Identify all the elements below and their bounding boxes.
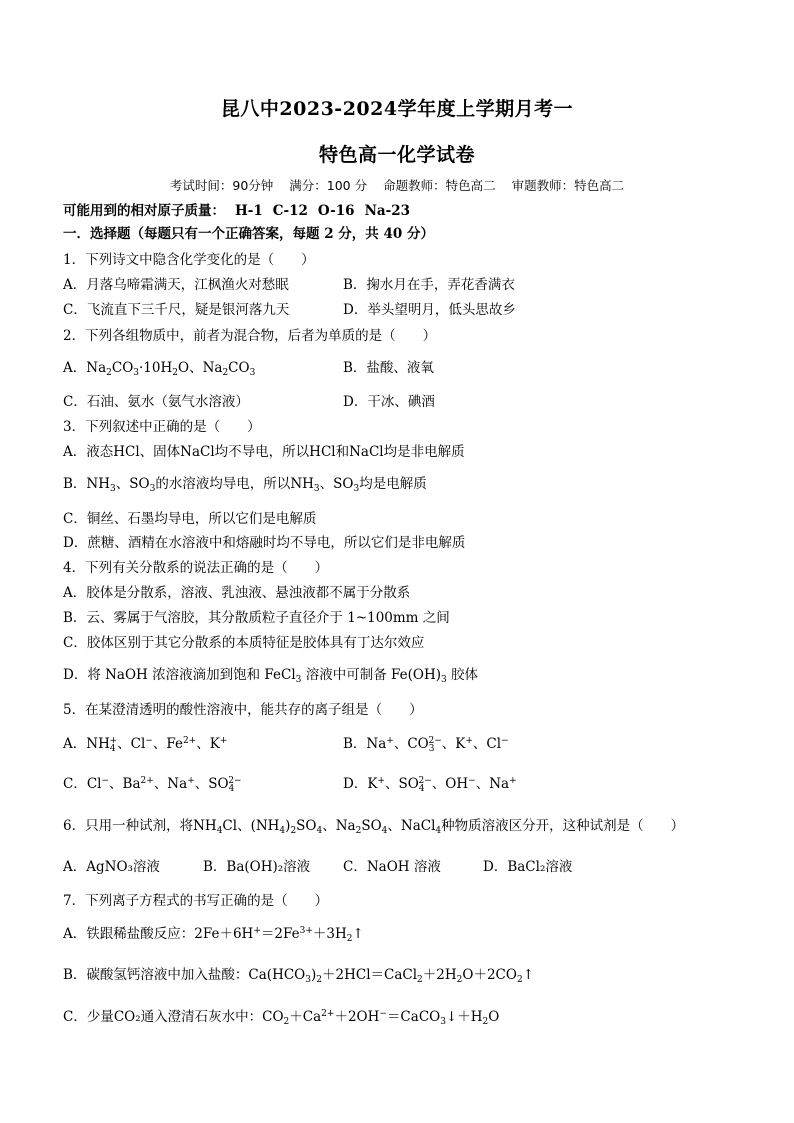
q6-option-c: C．NaOH 溶液 (343, 859, 441, 875)
reviewer: 审题教师：特色高二 (511, 178, 625, 193)
q6-option-b: B．Ba(OH)₂溶液 (203, 859, 311, 875)
q3-option-c: C．铜丝、石墨均导电，所以它们是电解质 (63, 511, 317, 527)
atomic-mass-c: C-12 (272, 203, 308, 219)
exam-meta (0, 176, 794, 194)
q4-option-c: C．胶体区别于其它分散系的本质特征是胶体具有丁达尔效应 (63, 635, 425, 651)
q6-stem: 6．只用一种试剂，将$NH_4Cl$、$(NH_4)_2SO_4$、$Na_2SO_4$、NaCl$_4$种物质溶液区分开，这种试剂是（ ） (63, 818, 685, 836)
q5-stem: 5．在某澄清透明的酸性溶液中，能共存的离子组是（ ） (63, 702, 423, 718)
atomic-mass-label: 可能用到的相对原子质量： (63, 203, 225, 219)
q5-option-d: D．K+、$SO_4^{2-}$、OH−、Na+ (343, 776, 517, 794)
q7-option-a: A．铁跟稀盐酸反应：$2Fe+6H^+=2Fe^{3+}+3H_2↑$ (63, 926, 364, 944)
q6-option-d: D．BaCl₂溶液 (483, 859, 573, 875)
q5-option-b: B．Na+、$CO_3^{2-}$、K+、Cl− (343, 736, 509, 754)
q1-stem: 1．下列诗文中隐含化学变化的是（ ） (63, 252, 315, 268)
q3-option-b: B．$NH_3$、$SO_3$的水溶液均导电，所以$NH_3$、$SO_3$均是电解质 (63, 476, 427, 494)
q1-option-d: D．举头望明月，低头思故乡 (343, 302, 516, 318)
q7-option-c: C．少量CO₂通入澄清石灰水中：$CO_2+Ca^{2+}+2OH^-=CaCO_3↓+H_2O$ (63, 1009, 500, 1027)
q3-option-d: D．蔗糖、酒精在水溶液中和熔融时均不导电，所以它们是非电解质 (63, 535, 466, 551)
q1-option-c: C．飞流直下三千尺，疑是银河落九天 (63, 302, 290, 318)
atomic-mass-o: O-16 (317, 203, 355, 219)
q2-option-b: B．盐酸、液氧 (343, 360, 434, 376)
exam-subtitle: 特色高一化学试卷 (318, 144, 475, 166)
q5-option-c: C．Cl−、$Ba^{2+}$、Na+、$SO_4^{2-}$ (63, 776, 242, 794)
q6-options (63, 855, 613, 875)
q7-stem: 7．下列离子方程式的书写正确的是（ ） (63, 893, 329, 909)
q6-option-a: A．AgNO₃溶液 (63, 859, 160, 875)
q2-option-d: D．干冰、碘酒 (343, 394, 435, 410)
q4-option-b: B．云、雾属于气溶胶，其分散质粒子直径介于 1~100mm 之间 (63, 610, 450, 626)
q5-option-a: A．$NH_4^+$、Cl−、$Fe^{2+}$、K+ (63, 736, 228, 754)
q2-stem: 2．下列各组物质中，前者为混合物，后者为单质的是（ ） (63, 328, 437, 344)
q3-stem: 3．下列叙述中正确的是（ ） (63, 419, 261, 435)
atomic-mass-na: Na-23 (364, 203, 411, 219)
setter: 命题教师：特色高二 (383, 178, 496, 193)
atomic-mass-h: H-1 (235, 203, 263, 219)
q3-option-a: A．液态HCl、固体NaCl均不导电，所以HCl和NaCl均是非电解质 (63, 444, 465, 460)
q4-stem: 4．下列有关分散系的说法正确的是（ ） (63, 560, 329, 576)
q4-option-d: D．将 NaOH 浓溶液滴加到饱和 FeCl$_3$ 溶液中可制备 $Fe(OH)_3$ 胶体 (63, 667, 479, 685)
q1-option-b: B．掬水月在手，弄花香满衣 (343, 277, 515, 293)
q2-option-c: C．石油、氨水（氨气水溶液） (63, 394, 249, 410)
section-title: 一．选择题（每题只有一个正确答案，每题 2 分，共 40 分） (63, 226, 434, 242)
q7-option-b: B．碳酸氢钙溶液中加入盐酸：$Ca(HCO_3)_2+2HCl=CaCl_2+2H_2O+2CO_2↑$ (63, 967, 534, 985)
q2-option-a: A．$Na_2CO_3\cdot 10H_2O$、$Na_2CO_3$ (63, 360, 256, 378)
full-score: 满分：100 分 (289, 178, 368, 193)
exam-time: 考试时间：90分钟 (169, 178, 274, 193)
q1-option-a: A．月落乌啼霜满天，江枫渔火对愁眠 (63, 277, 289, 293)
q4-option-a: A．胶体是分散系，溶液、乳浊液、悬浊液都不属于分散系 (63, 585, 411, 601)
exam-title: 昆八中2023-2024学年度上学期月考一 (220, 98, 574, 120)
atomic-mass-line (63, 199, 410, 219)
